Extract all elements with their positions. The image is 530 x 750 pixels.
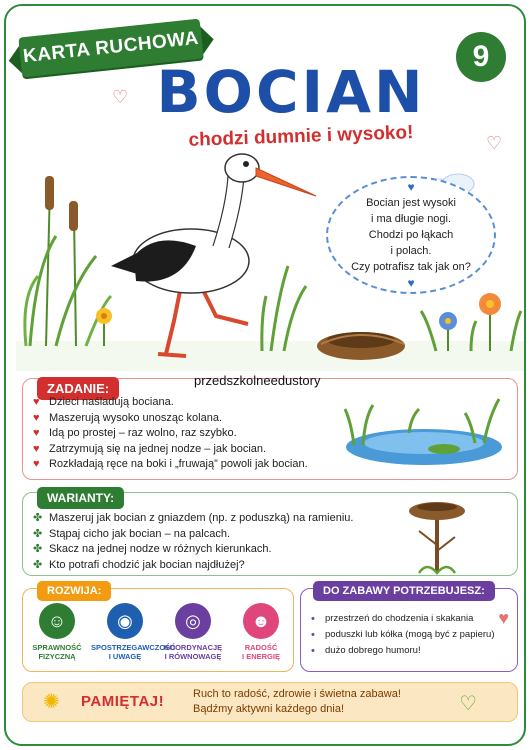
leaf-icon: ✤ — [33, 527, 43, 540]
list-item: ♥ Rozkładają ręce na boki i „fruwają” powoli jak bocian. — [33, 457, 308, 473]
remember-section — [22, 682, 518, 722]
list-item: ✤ Maszeruj jak bocian z gniazdem (np. z poduszką) na ramieniu. — [33, 511, 353, 527]
heart-icon: ♥ — [498, 608, 509, 628]
flower-icon — [96, 308, 112, 346]
bubble-line: i polach. — [390, 245, 432, 257]
variants-list — [33, 511, 353, 573]
eye-icon: ◉ — [107, 603, 143, 639]
speech-bubble — [326, 176, 496, 294]
bubble-line: i ma długie nogi. — [370, 213, 452, 225]
page-title: BOCIAN — [156, 58, 426, 126]
heart-icon: ♥ — [33, 458, 40, 470]
task-list — [33, 395, 308, 473]
bullet-icon: • — [311, 629, 315, 641]
watermark-text: przedszkolneedustory — [194, 373, 321, 388]
lightbulb-icon: ✺ — [43, 691, 60, 713]
supplies-list — [309, 611, 495, 659]
develops-section — [22, 585, 294, 672]
list-item: ✤ Skacz na jednej nodze w różnych kierunkach. — [33, 542, 353, 558]
target-icon: ◎ — [175, 603, 211, 639]
card-number-badge: 9 — [456, 32, 506, 82]
leaf-icon: ✤ — [33, 558, 43, 571]
supplies-section — [300, 585, 518, 672]
leaf-icon: ✤ — [33, 512, 43, 524]
list-item: ♥ Zatrzymują się na jednej nodze – jak bocian. — [33, 442, 308, 458]
heart-icon: ♥ — [33, 427, 40, 439]
list-item: • dużo dobrego humoru! — [311, 645, 421, 657]
skill-joy: ☻ RADOŚĆ I ENERGIĘ — [227, 603, 295, 661]
list-item: • poduszki lub kółka (mogą być z papieru) — [311, 629, 495, 641]
list-item: ✤ Stąpaj cicho jak bocian – na palcach. — [33, 527, 353, 543]
list-item: ✤ Kto potrafi chodzić jak bocian najdłużej? — [33, 558, 353, 574]
heart-icon: ♡ — [112, 87, 129, 107]
task-section-label: ZADANIE: — [37, 377, 119, 400]
variants-section-label: WARIANTY: — [37, 487, 124, 509]
skill-coordination: ◎ KOORDYNACJĘ I RÓWNOWAGĘ — [159, 603, 227, 661]
list-item: • przestrzeń do chodzenia i skakania — [311, 613, 474, 625]
activity-card — [4, 4, 526, 746]
heart-icon: ♥ — [33, 411, 40, 424]
card-type-banner: KARTA RUCHOWA — [18, 19, 203, 78]
list-item: ♥ Dzieci naśladują bociana. — [33, 395, 308, 411]
pond-illustration — [339, 387, 509, 471]
nest-icon — [317, 332, 405, 360]
bullet-icon: • — [311, 613, 315, 625]
stork-icon — [111, 154, 316, 356]
skill-physical: ☺ SPRAWNOŚĆ FIZYCZNĄ — [23, 603, 91, 661]
page-subtitle: chodzi dumnie i wysoko! — [188, 122, 414, 151]
list-item: ♥ Idą po prostej – raz wolno, raz szybko. — [33, 426, 308, 442]
bubble-line: Czy potrafisz tak jak on? — [351, 261, 471, 273]
list-item: ♥ Maszerują wysoko unosząc kolana. — [33, 411, 308, 427]
smile-icon: ☻ — [243, 603, 279, 639]
nest-on-pole-illustration — [397, 495, 477, 575]
develops-section-label: ROZWIJA: — [37, 581, 111, 601]
bubble-line: Bocian jest wysoki — [366, 197, 456, 209]
variants-section — [22, 492, 518, 576]
heart-icon: ♥ — [33, 396, 40, 408]
bullet-icon: • — [311, 645, 315, 657]
person-icon: ☺ — [39, 603, 75, 639]
remember-label: PAMIĘTAJ! — [81, 693, 165, 710]
heart-icon: ♡ — [459, 693, 477, 715]
task-section — [22, 378, 518, 480]
heart-icon: ♥ — [33, 442, 40, 455]
bubble-line: Chodzi po łąkach — [368, 229, 454, 241]
heart-icon: ♥ — [407, 276, 415, 290]
heart-icon: ♥ — [407, 180, 415, 194]
remember-text: Ruch to radość, zdrowie i świetna zabawa! Bądźmy aktywni każdego dnia! — [193, 688, 401, 715]
supplies-section-label: DO ZABAWY POTRZEBUJESZ: — [313, 581, 495, 601]
heart-icon: ♡ — [486, 133, 503, 153]
skill-perception: ◉ SPOSTRZEGAWCZOŚĆ I UWAGĘ — [91, 603, 159, 661]
leaf-icon: ✤ — [33, 543, 43, 555]
